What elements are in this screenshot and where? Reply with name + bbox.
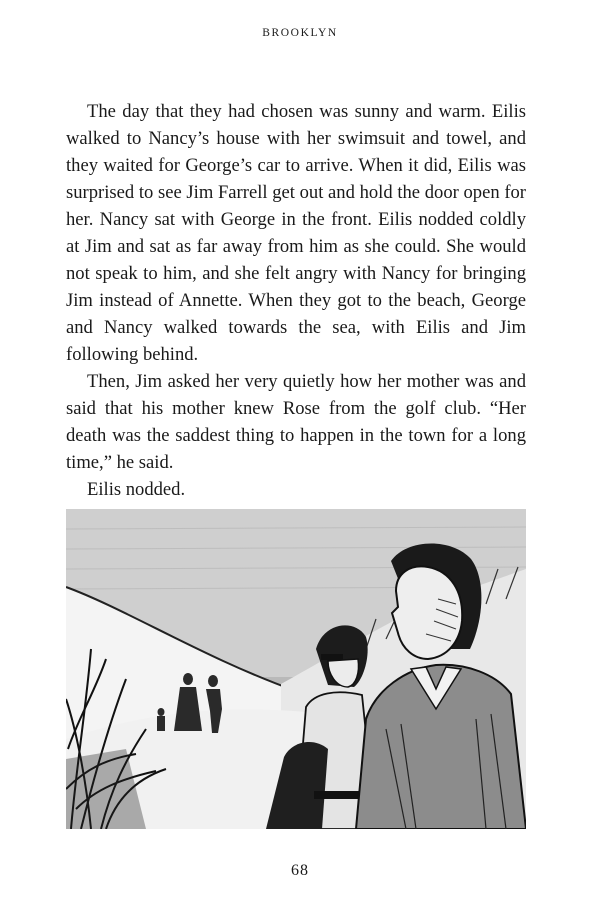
- paragraph-2: Then, Jim asked her very quietly how her mother was and said that his mother knew Rose from the golf club. “Her death was the saddest thing to happen in the town for a long time,” he said.: [66, 371, 526, 473]
- running-head: BROOKLYN: [262, 27, 338, 39]
- page-number: 68: [291, 862, 309, 879]
- body-text: [66, 98, 526, 503]
- beach-illustration: [66, 509, 526, 829]
- paragraph-3: Eilis nodded.: [87, 479, 186, 500]
- paragraph-1: The day that they had chosen was sunny and warm. Eilis walked to Nancy’s house with her swimsuit and towel, and they waited for George’s car to arrive. When it did, Eilis was surprised to see Jim Farrell get out and hold the door open for her. Nancy sat with George in the front. Eilis nodded coldly at Jim and sat as far away from him as she could. She would not speak to him, and she felt angry with Nancy for bringing Jim instead of Annette. When they got to the beach, George and Nancy walked towards the sea, with Eilis and Jim following behind.: [66, 101, 526, 365]
